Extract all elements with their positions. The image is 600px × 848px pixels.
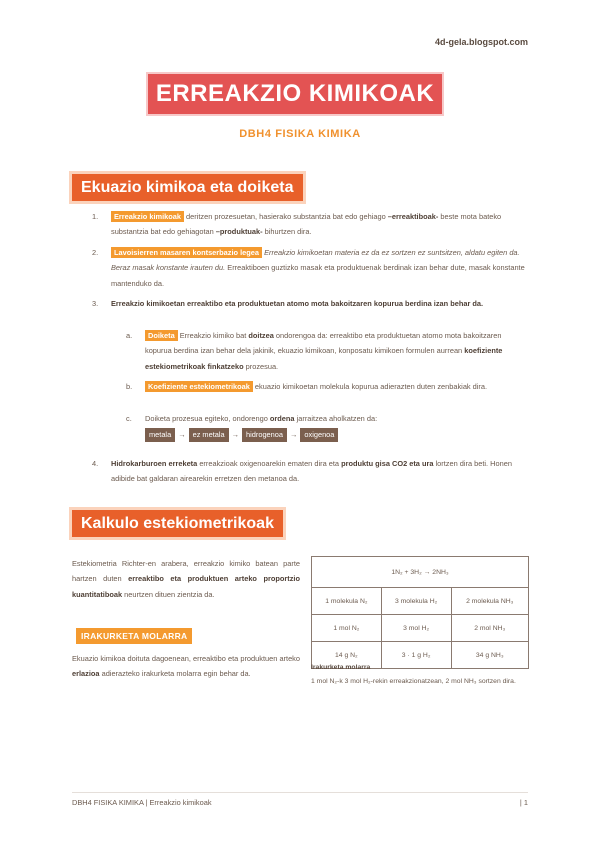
- highlight-term: Erreakzio kimikoak: [111, 211, 184, 222]
- irakurketa-heading: IRAKURKETA MOLARRA: [76, 628, 192, 644]
- table-cell: 3 mol H₂: [381, 615, 451, 642]
- text: bihurtzen dira.: [262, 227, 312, 237]
- list-number: 3.: [92, 299, 99, 308]
- text: prozesua.: [243, 361, 279, 371]
- text: neurtzen dituen zientzia da.: [122, 589, 215, 599]
- italic-text: Erreakzio kimikoetan materia ez da ez sortzen ez suntsitzen, aldatu egiten da. Beraz masak konstante irauten du.: [111, 248, 520, 273]
- page-number: | 1: [519, 798, 528, 807]
- order-chain: [145, 428, 528, 442]
- text: adierazteko irakurketa molarra egin behar da.: [99, 669, 251, 679]
- section-heading-ekuazio: Ekuazio kimikoa eta doiketa: [72, 174, 303, 201]
- list-number: 2.: [92, 248, 99, 257]
- table-cell: 34 g NH₃: [451, 642, 529, 669]
- highlight-term: Koefiziente estekiometrikoak: [145, 381, 253, 392]
- text: ekuazio kimikoetan molekula kopurua adierazten duten zenbakiak dira.: [252, 382, 488, 391]
- list-item-4: [92, 456, 528, 487]
- bold-text: doitzea: [248, 331, 274, 340]
- list-number: 4.: [92, 459, 99, 468]
- table-cell: 3 · 1 g H₂: [381, 642, 451, 669]
- list-item-1: [92, 209, 528, 240]
- table-caption: 1 mol N₂-k 3 mol H₂-rekin erreakzionatzean, 2 mol NH₃ sortzen dira.: [311, 678, 516, 685]
- arrow-right-icon: →: [178, 430, 186, 439]
- sub-item-a: [126, 328, 528, 374]
- bold-text: Hidrokarburoen erreketa: [111, 459, 198, 468]
- text: Erreakzio kimiko bat: [177, 331, 249, 340]
- page-subtitle: DBH4 FISIKA KIMIKA: [239, 128, 361, 140]
- bold-text: erlazioa: [72, 669, 100, 679]
- text: erreakzioak oxigenoarekin ematen dira eta: [197, 459, 342, 468]
- text: ondorengoa da: erreaktibo eta produktuetan atomo mota bakoitzaren kopurua berdina izan behar dela jakinik, ekuazio kimikoan, konposatu kimikoen formulen aurrean: [145, 331, 502, 356]
- bold-text: –erreaktiboak-: [387, 212, 439, 221]
- order-chip-oxigenoa: oxigenoa: [300, 428, 338, 442]
- sub-letter: b.: [126, 382, 133, 391]
- text: deritzen prozesuetan, hasierako substantzia bat edo gehiago: [183, 212, 388, 221]
- page-title: ERREAKZIO KIMIKOAK: [148, 74, 442, 114]
- text: Erreaktiboen guztizko masak eta produktuenak berdinak izan behar dute, masak konstante mantenduko da.: [111, 263, 525, 288]
- list-item-3: [92, 296, 528, 311]
- highlight-term: Doiketa: [145, 330, 178, 341]
- sub-letter: a.: [126, 331, 133, 340]
- bold-text: produktu gisa CO2 eta ura: [341, 459, 434, 468]
- sub-letter: c.: [126, 414, 132, 423]
- order-chip-ez-metala: ez metala: [189, 428, 229, 442]
- site-url[interactable]: 4d-gela.blogspot.com: [434, 37, 528, 47]
- table-cell: 1 mol N₂: [312, 615, 382, 642]
- table-cell: 14 g N₂: [312, 642, 382, 669]
- bold-text: Erreakzio kimikoetan erreaktibo eta produktuetan atomo mota bakoitzaren kopurua berdina izan behar da.: [111, 299, 484, 308]
- bold-text: koefiziente estekiometrikoak finkatzeko: [145, 346, 503, 371]
- section-heading-kalkulo: Kalkulo estekiometrikoak: [72, 510, 283, 537]
- list-item-2: [92, 245, 528, 291]
- bold-text: –produktuak-: [215, 227, 263, 237]
- footer-text: DBH4 FISIKA KIMIKA | Erreakzio kimikoak: [72, 798, 212, 807]
- table-row: [312, 557, 529, 588]
- text: Ekuazio kimikoa doituta dagoenean, erreaktibo eta produktuen arteko: [72, 654, 300, 663]
- order-chip-hidrogenoa: hidrogenoa: [242, 428, 287, 442]
- table-caption-title: Irakurketa molarra: [311, 664, 371, 671]
- stoichiometry-paragraph: [72, 556, 300, 602]
- bold-text: erreaktibo eta produktuen arteko proportzio kuantitatiboak: [72, 574, 300, 599]
- bold-text: ordena: [269, 414, 295, 423]
- text: Estekiometria Richter-en arabera, erreakzio kimiko batean parte hartzen duten: [72, 559, 300, 584]
- arrow-right-icon: →: [231, 430, 240, 439]
- table-cell: 2 molekula NH₃: [451, 588, 529, 615]
- table-cell: 2 mol NH₃: [451, 615, 529, 642]
- text: lortzen dira beti. Honen adibide bat galdaran airearekin erretzen den metanoa da.: [111, 459, 512, 484]
- molar-table: [311, 556, 529, 669]
- table-cell: 3 molekula H₂: [381, 588, 451, 615]
- table-row: [312, 588, 529, 615]
- footer-divider: [72, 792, 528, 793]
- highlight-term: Lavoisierren masaren kontserbazio legea: [111, 247, 262, 258]
- list-number: 1.: [92, 212, 99, 221]
- irakurketa-paragraph: [72, 651, 300, 682]
- text: jarraitzea aholkatzen da:: [294, 414, 378, 423]
- arrow-right-icon: →: [290, 430, 298, 439]
- text: Doiketa prozesua egiteko, ondorengo: [145, 414, 270, 423]
- table-row: [312, 615, 529, 642]
- order-chip-metala: metala: [145, 428, 175, 442]
- equation-cell: 1N₂ + 3H₂ → 2NH₃: [312, 557, 529, 588]
- table-cell: 1 molekula N₂: [312, 588, 382, 615]
- sub-item-c: [126, 411, 528, 426]
- sub-item-b: [126, 379, 528, 394]
- text: beste mota bateko substantzia bat edo gehiagotan: [111, 212, 502, 237]
